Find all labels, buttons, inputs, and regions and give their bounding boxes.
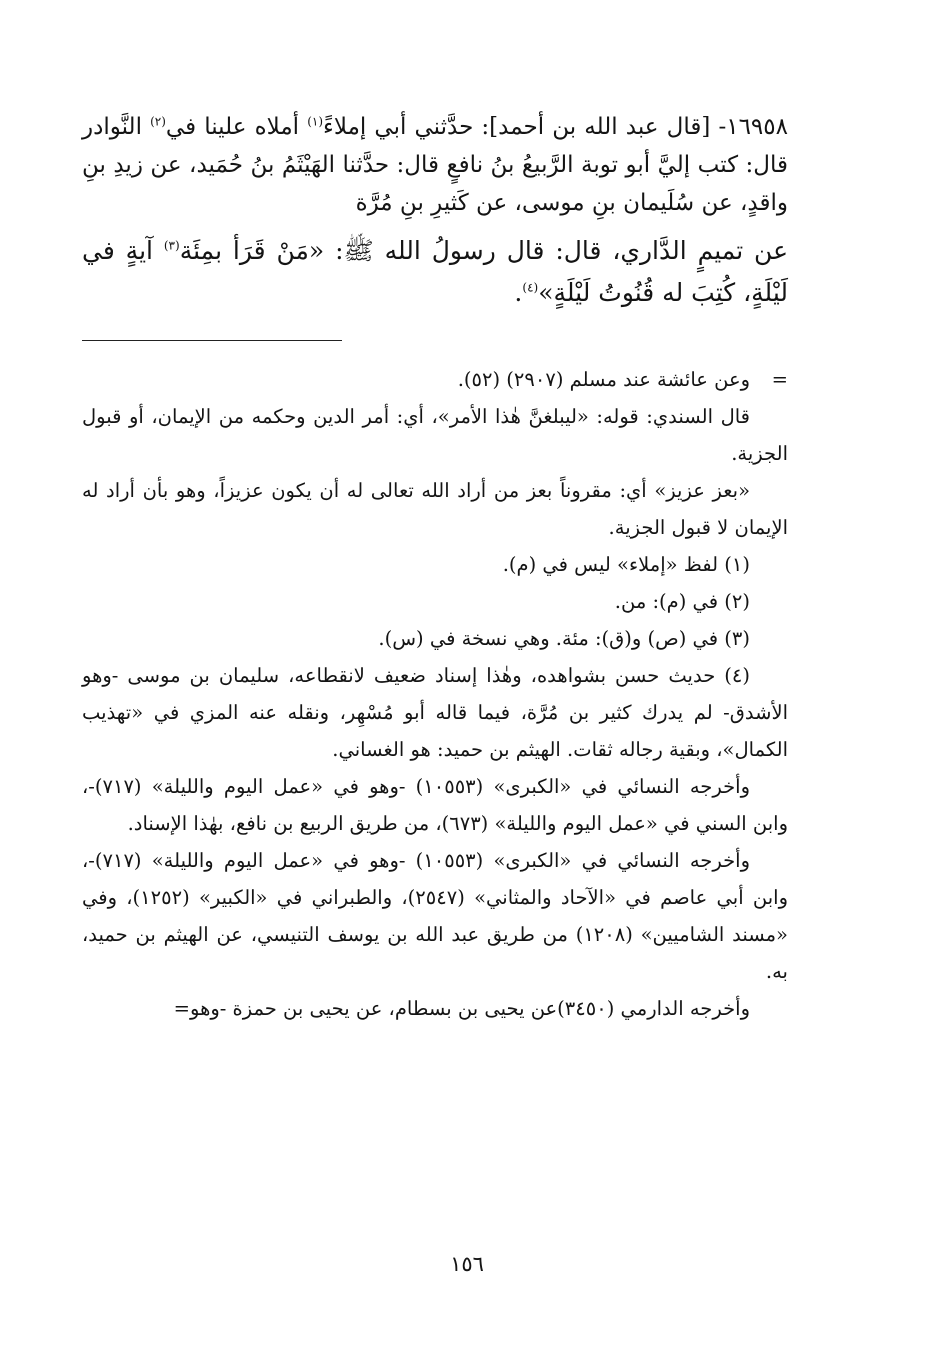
- footnote-separator: [82, 340, 342, 341]
- footnote-ref-2: (٢): [150, 114, 166, 129]
- footnote-ref-1: (١): [307, 114, 324, 129]
- hadith-line-2a: في: [165, 114, 197, 140]
- hadith-text-b: آيةٍ في لَيْلَةٍ، كُتِبَ له قُنُوتُ لَيْلَةٍ»: [82, 236, 788, 307]
- hadith-matn: [82, 230, 788, 314]
- footnote-ref-4: (٤): [522, 280, 539, 295]
- hadith-line-1b: أملاه علينا: [204, 114, 308, 140]
- hadith-isnad: [82, 108, 788, 222]
- footnote-3: (٣) في (ص) و(ق): مئة. وهي نسخة في (س).: [378, 627, 750, 650]
- footnotes: [82, 361, 788, 1027]
- footnote-2: (٢) في (م): من.: [614, 590, 750, 613]
- continuation-text: وعن عائشة عند مسلم (٢٩٠٧) (٥٢).: [457, 368, 750, 391]
- footnote-ref-3: (٣): [163, 238, 180, 253]
- footnote-1: (١) لفظ «إملاء» ليس في (م).: [502, 553, 750, 576]
- hadith-line-1: ١٦٩٥٨- [قال عبد الله بن أحمد]: حدَّثني أبي إملاءً: [323, 114, 788, 140]
- hadith-text-a: عن تميمٍ الدَّاري، قال: قال رسولُ الله ﷺ: «مَنْ قَرَأ بمِئَة: [179, 236, 788, 265]
- footnote-sindi: قال السندي: قوله: «ليبلغنَّ هٰذا الأمر»، أي: أمر الدين وحكمه من الإيمان، أو قبول الجزية.: [82, 405, 788, 465]
- footnote-4: (٤) حديث حسن بشواهده، وهٰذا إسناد ضعيف لانقطاعه، سليمان بن موسى -وهو الأشدق- لم يدرك كثير بن مُرَّة، فيما قاله أبو مُسْهِر، ونقله عنه المزي في «تهذيب الكمال»، وبقية رجاله ثقات. الهيثم بن حميد: هو الغساني.: [82, 664, 788, 761]
- footnote-continuation: [82, 361, 788, 398]
- footnote-aziz: «بعز عزيز» أي: مقروناً بعز من أراد الله تعالى له أن يكون عزيزاً، وهو بأن أراد له الإيمان لا قبول الجزية.: [82, 479, 788, 539]
- footnote-separator-wrap: [82, 314, 788, 361]
- footnote-4-takhrij-1: وأخرجه النسائي في «الكبرى» (١٠٥٥٣) -وهو في «عمل اليوم والليلة» (٧١٧)-، وابن السني في «عمل اليوم والليلة» (٦٧٣)، من طريق الربيع بن نافع، بهٰذا الإسناد.: [82, 775, 788, 835]
- hadith-text-end: .: [514, 278, 523, 307]
- page-number: ١٥٦: [450, 1252, 484, 1276]
- footnote-4-takhrij-3: وأخرجه الدارمي (٣٤٥٠)عن يحيى بن بسطام، عن يحيى بن حمزة -وهو=: [173, 997, 750, 1020]
- hadith-line-2b: النَّوادر قال: كتب إليَّ أبو توبة الرَّبيعُ بنُ نافعٍ قال: حدَّثنا الهَيْثَمُ بنُ حُمَيد، عن زيدِ بنِ واقدٍ، عن سُلَيمان بنِ موسى، عن كَثيرِ بنِ مُرَّة: [82, 114, 788, 216]
- page-body: [82, 108, 788, 1027]
- footnote-4-takhrij-2: وأخرجه النسائي في «الكبرى» (١٠٥٥٣) -وهو في «عمل اليوم والليلة» (٧١٧)-، وابن أبي عاصم في «الآحاد والمثاني» (٢٥٤٧)، والطبراني في «الكبير» (١٢٥٢)، وفي «مسند الشاميين» (١٢٠٨) من طريق عبد الله بن يوسف التنيسي، عن الهيثم بن حميد، به.: [82, 849, 788, 983]
- continuation-marker: =: [771, 368, 788, 391]
